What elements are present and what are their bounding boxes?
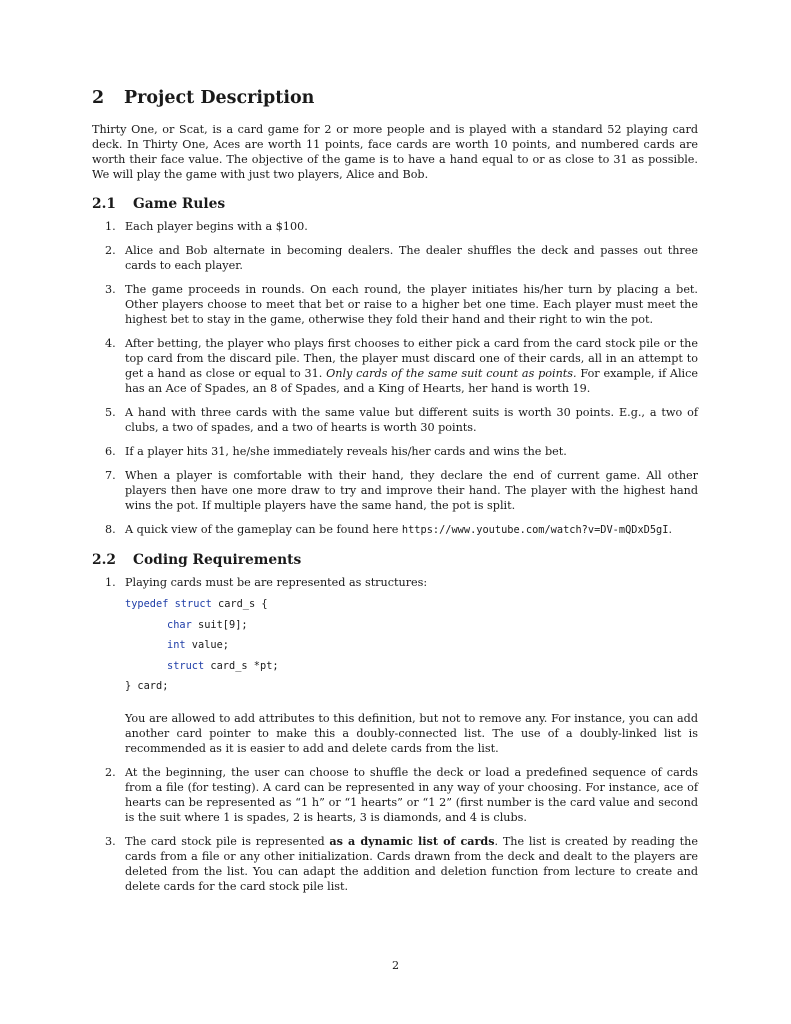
rule-item — [92, 522, 698, 538]
list-marker: 8. — [105, 523, 116, 536]
rule-item — [92, 282, 698, 327]
rule-text: After betting, the player who plays first chooses to either pick a card from the card stock pile or the top card from the discard pile. Then, the player must discard one of their cards, all in an attempt to get a hand as close or equal to 31. — [125, 337, 698, 380]
code-line — [125, 676, 698, 697]
code-line — [125, 635, 698, 656]
subsection-heading-coding — [92, 552, 698, 568]
coding-item-lead: Playing cards must be are represented as structures: — [125, 576, 428, 589]
rule-text-end: . — [668, 523, 673, 536]
rule-emphasis: Only cards of the same suit count as points. — [326, 367, 577, 380]
list-marker: 1. — [105, 576, 116, 589]
rule-text: Each player begins with a $100. — [125, 220, 308, 233]
list-marker: 5. — [105, 406, 116, 419]
coding-bold: as a dynamic list of cards — [329, 833, 495, 848]
list-marker: 2. — [105, 244, 116, 257]
code-line — [125, 594, 698, 615]
list-marker: 4. — [105, 337, 116, 350]
code-keyword: struct — [167, 659, 205, 672]
rule-text: A hand with three cards with the same value but different suits is worth 30 points. E.g., a two of clubs, a two of spades, and a two of hearts is worth 30 points. — [125, 406, 698, 434]
coding-item-after: You are allowed to add attributes to this definition, but not to remove any. For instance, you can add another card pointer to make this a doubly-connected list. The use of a doubly-linked list is recommended as it is easier to add and delete cards from the list. — [125, 711, 698, 755]
coding-item — [92, 834, 698, 894]
code-keyword: char — [167, 618, 192, 631]
section-number: 2 — [92, 88, 105, 108]
gameplay-video-link[interactable]: https://www.youtube.com/watch?v=DV-mQDxD5gI — [401, 524, 669, 536]
rule-text: If a player hits 31, he/she immediately reveals his/her cards and wins the bet. — [125, 445, 567, 458]
code-text: card_s *pt; — [204, 659, 279, 672]
coding-text: At the beginning, the user can choose to shuffle the deck or load a predefined sequence of cards from a file (for testing). A card can be represented in any way of your choosing. For instance, ace of hearts can be represented as “1 h” or “1 hearts” or “1 2” (first number is the card value and second is the suit where 1 is spades, 2 is hearts, 3 is diamonds, and 4 is clubs. — [125, 765, 698, 824]
subsection-number: 2.2 — [92, 552, 117, 568]
rule-item — [92, 336, 698, 396]
code-line — [125, 656, 698, 677]
coding-text-continued: . The list is created by reading the cards from a file or any other initialization. Cards drawn from the deck and dealt to the players are deleted from the list. You can adapt the addition and deletion function from lecture to create and delete cards for the card stock pile list. — [125, 834, 698, 893]
subsection-title: Coding Requirements — [133, 552, 302, 568]
rule-item — [92, 219, 698, 234]
coding-text: The card stock pile is represented — [125, 834, 325, 848]
rule-item — [92, 243, 698, 273]
rule-text: Alice and Bob alternate in becoming dealers. The dealer shuffles the deck and passes out three cards to each player. — [125, 244, 698, 272]
section-title: Project Description — [124, 88, 315, 108]
code-text: } card; — [125, 680, 169, 692]
section-heading — [92, 88, 698, 108]
list-marker: 2. — [105, 765, 116, 779]
subsection-number: 2.1 — [92, 196, 117, 212]
subsection-title: Game Rules — [133, 196, 226, 212]
code-keyword: int — [167, 639, 186, 651]
list-marker: 1. — [105, 220, 116, 233]
document-page — [92, 88, 698, 903]
coding-item — [92, 765, 698, 825]
list-marker: 3. — [105, 834, 116, 848]
rule-text: The game proceeds in rounds. On each round, the player initiates his/her turn by placing a bet. Other players choose to meet that bet or raise to a higher bet one time. Each player must meet the highest bet to stay in the game, otherwise they fold their hand and their right to win the pot. — [125, 283, 698, 326]
rule-item — [92, 405, 698, 435]
rule-item — [92, 468, 698, 513]
rule-text-continued: For example, if Alice has an Ace of Spades, an 8 of Spades, and a King of Hearts, her hand is worth 19. — [125, 367, 699, 395]
rule-item — [92, 444, 698, 459]
code-text: suit[9]; — [191, 618, 248, 631]
code-text: card_s { — [211, 598, 268, 610]
intro-paragraph: Thirty One, or Scat, is a card game for 2 or more people and is played with a standard 52 playing card deck. In Thirty One, Aces are worth 11 points, face cards are worth 10 points, and numbered cards are worth their face value. The objective of the game is to have a hand equal to or as close to 31 as possible. We will play the game with just two players, Alice and Bob. — [92, 123, 698, 181]
code-block — [125, 594, 698, 697]
coding-item — [92, 575, 698, 756]
code-line — [125, 615, 698, 636]
rules-list — [92, 219, 698, 538]
rule-text: When a player is comfortable with their hand, they declare the end of current game. All other players then have one more draw to try and improve their hand. The player with the highest hand wins the pot. If multiple players have the same hand, the pot is split. — [125, 469, 698, 512]
list-marker: 3. — [105, 283, 116, 296]
page-number: 2 — [391, 959, 400, 972]
code-text: value; — [185, 639, 230, 651]
code-keyword: typedef struct — [125, 598, 212, 610]
list-marker: 6. — [105, 445, 116, 458]
rule-text: A quick view of the gameplay can be found here — [125, 523, 399, 536]
coding-list — [92, 575, 698, 894]
list-marker: 7. — [105, 469, 116, 482]
subsection-heading-rules — [92, 196, 698, 212]
